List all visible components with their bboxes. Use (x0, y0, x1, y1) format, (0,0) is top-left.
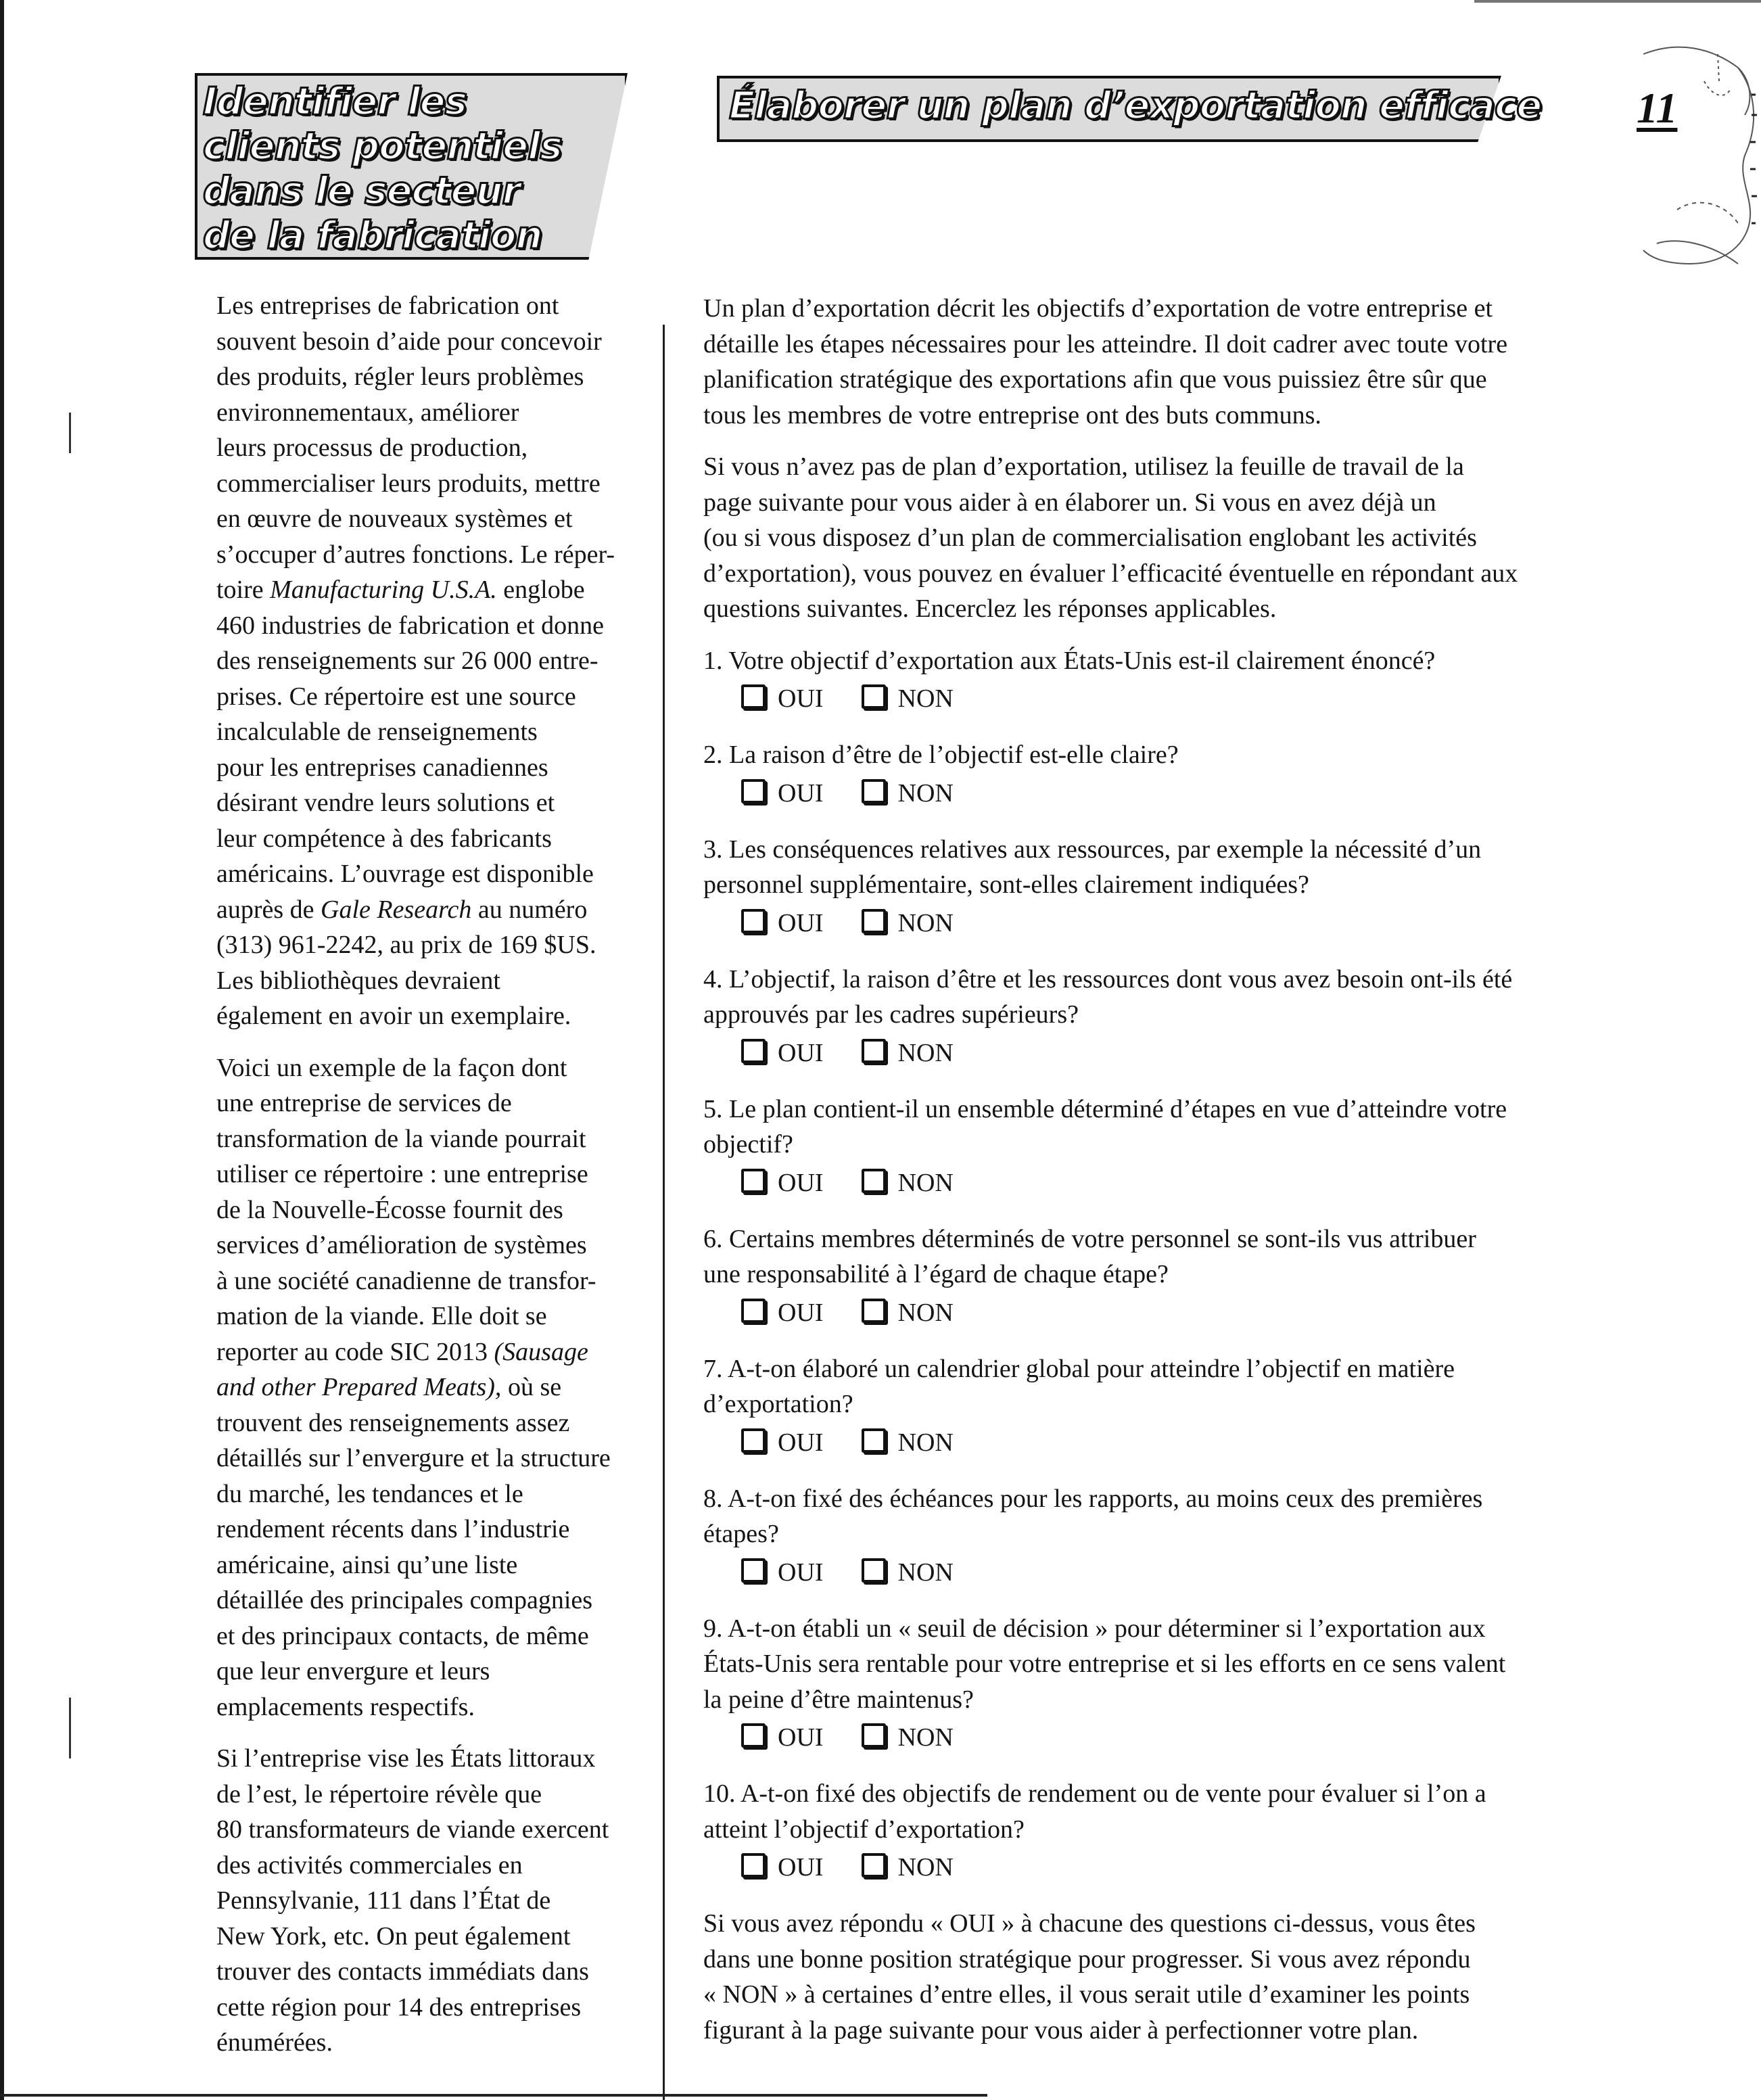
question-text: 6. Certains membres déterminés de votre personnel se sont-ils vus attribuer (703, 1224, 1476, 1253)
checkbox-icon[interactable] (741, 1299, 766, 1323)
text-line: que leur envergure et leurs (216, 1657, 490, 1685)
left-paragraph-2 (216, 1050, 649, 1725)
option-yes[interactable] (741, 1717, 824, 1758)
text-line (216, 572, 649, 608)
checkbox-icon[interactable] (741, 1853, 766, 1877)
option-label: NON (897, 1428, 954, 1457)
text-span: où se (501, 1373, 562, 1401)
question-text: une responsabilité à l’égard de chaque étape? (703, 1260, 1169, 1288)
publisher-name: Gale Research (321, 895, 472, 924)
decorative-sketch-icon (1637, 41, 1761, 284)
answer-options (703, 678, 1616, 719)
text-line: de l’est, le répertoire révèle que (216, 1779, 542, 1809)
text-span: toire (216, 576, 271, 604)
option-yes[interactable] (741, 1847, 824, 1888)
question-item (703, 1351, 1616, 1463)
sic-category: and other Prepared Meats), (216, 1373, 502, 1401)
question-text: 9. A-t-on établi un « seuil de décision » pour déterminer si l’exportation aux (703, 1614, 1486, 1643)
text-line: désirant vendre leurs solutions et (216, 789, 555, 817)
text-line: 460 industries de fabrication et donne (216, 611, 605, 640)
bottom-rule (0, 2094, 987, 2097)
option-no[interactable] (862, 773, 954, 814)
text-line: tous les membres de votre entreprise ont des buts communs. (703, 400, 1321, 429)
option-yes[interactable] (741, 773, 824, 814)
text-line: une entreprise de services de (216, 1089, 512, 1117)
text-line: détaillée des principales compagnies (216, 1586, 593, 1614)
text-line: s’occuper d’autres fonctions. Le réper- (216, 540, 615, 569)
option-label: OUI (778, 778, 824, 808)
option-no[interactable] (862, 1292, 954, 1333)
question-text: États-Unis sera rentable pour votre entreprise et si les efforts en ce sens valent (703, 1650, 1506, 1678)
left-banner-line: de la fabrication (203, 214, 542, 258)
answer-options (703, 1717, 1616, 1758)
option-yes[interactable] (741, 1422, 824, 1463)
text-line: de la Nouvelle-Écosse fournit des (216, 1195, 563, 1224)
page-left-edge (0, 0, 4, 2100)
option-yes[interactable] (741, 1163, 824, 1203)
option-label: NON (897, 778, 954, 808)
question-item (703, 832, 1616, 943)
text-line: du marché, les tendances et le (216, 1479, 523, 1508)
left-banner-title (203, 80, 582, 258)
option-label: NON (897, 1038, 954, 1067)
text-span: englobe (496, 576, 585, 604)
question-text: approuvés par les cadres supérieurs? (703, 1000, 1079, 1029)
answer-options (703, 1163, 1616, 1203)
option-no[interactable] (862, 678, 954, 719)
text-line: Un plan d’exportation décrit les objectifs d’exportation de votre entreprise et (703, 294, 1493, 323)
checkbox-icon[interactable] (862, 909, 886, 933)
option-no[interactable] (862, 903, 954, 943)
text-line: cette région pour 14 des entreprises (216, 1992, 582, 2022)
option-label: OUI (778, 1558, 824, 1587)
page-number: 11 (1637, 84, 1678, 132)
text-line: des produits, régler leurs problèmes (216, 363, 584, 391)
option-label: NON (897, 684, 954, 713)
option-yes[interactable] (741, 903, 824, 943)
answer-options (703, 1033, 1616, 1073)
text-line: d’exportation), vous pouvez en évaluer l’efficacité éventuelle en répondant aux (703, 559, 1518, 588)
checkbox-icon[interactable] (862, 1039, 886, 1063)
right-column (703, 291, 1616, 2064)
option-label: NON (897, 1558, 954, 1587)
option-yes[interactable] (741, 1033, 824, 1073)
question-text: étapes? (703, 1520, 779, 1548)
option-label: OUI (778, 1038, 824, 1067)
question-text: la peine d’être maintenus? (703, 1685, 974, 1714)
text-line: leur compétence à des fabricants (216, 824, 552, 853)
intro-paragraph-2 (703, 449, 1616, 627)
text-span: auprès de (216, 895, 321, 924)
text-span: au numéro (471, 895, 588, 924)
checkbox-icon[interactable] (862, 1428, 886, 1453)
option-label: OUI (778, 1298, 824, 1327)
conclusion-paragraph (703, 1906, 1616, 2048)
option-no[interactable] (862, 1717, 954, 1758)
question-item (703, 1611, 1616, 1758)
text-line: Voici un exemple de la façon dont (216, 1053, 567, 1082)
text-line: (313) 961-2242, au prix de 169 $US. (216, 931, 596, 959)
checkbox-icon[interactable] (862, 1169, 886, 1193)
option-label: NON (897, 1723, 954, 1752)
text-line (216, 1334, 649, 1370)
text-line: Si vous avez répondu « OUI » à chacune des questions ci-dessus, vous êtes (703, 1909, 1476, 1938)
text-line: Si l’entreprise vise les États littoraux (216, 1744, 596, 1773)
text-line: emplacements respectifs. (216, 1692, 475, 1721)
column-divider (663, 325, 665, 2100)
checkbox-icon[interactable] (741, 779, 766, 803)
text-line: en œuvre de nouveaux systèmes et (216, 505, 573, 533)
text-line: planification stratégique des exportations afin que vous puissiez être sûr que (703, 365, 1487, 394)
text-line: leurs processus de production, (216, 434, 528, 462)
checkbox-icon[interactable] (862, 1723, 886, 1748)
question-text: personnel supplémentaire, sont-elles clairement indiquées? (703, 870, 1309, 899)
text-line: 80 transformateurs de viande exercent (216, 1815, 609, 1844)
checkbox-icon[interactable] (862, 779, 886, 803)
checkbox-icon[interactable] (862, 1299, 886, 1323)
question-item (703, 1221, 1616, 1333)
text-line: mation de la viande. Elle doit se (216, 1302, 547, 1330)
answer-options (703, 903, 1616, 943)
text-line: (ou si vous disposez d’un plan de commercialisation englobant les activités (703, 523, 1477, 552)
left-paragraph-1 (216, 288, 649, 1034)
text-line: américaine, ainsi qu’une liste (216, 1550, 518, 1579)
question-item (703, 962, 1616, 1073)
text-line: figurant à la page suivante pour vous aider à perfectionner votre plan. (703, 2015, 1419, 2045)
sic-category: (Sausage (494, 1337, 588, 1366)
question-item (703, 1481, 1616, 1593)
option-label: NON (897, 1168, 954, 1197)
option-no[interactable] (862, 1847, 954, 1888)
text-line: des renseignements sur 26 000 entre- (216, 647, 598, 675)
text-line: et des principaux contacts, de même (216, 1621, 589, 1650)
question-text: 4. L’objectif, la raison d’être et les ressources dont vous avez besoin ont-ils été (703, 964, 1513, 994)
text-line: page suivante pour vous aider à en élaborer un. Si vous en avez déjà un (703, 488, 1436, 517)
text-line: prises. Ce répertoire est une source (216, 682, 576, 711)
checkbox-icon[interactable] (741, 1723, 766, 1748)
checkbox-icon[interactable] (862, 1853, 886, 1877)
text-line: souvent besoin d’aide pour concevoir (216, 327, 602, 356)
option-label: NON (897, 1853, 954, 1882)
answer-options (703, 1422, 1616, 1463)
text-line: incalculable de renseignements (216, 718, 538, 746)
option-label: OUI (778, 908, 824, 937)
text-line: à une société canadienne de transfor- (216, 1266, 596, 1295)
answer-options (703, 1292, 1616, 1333)
left-banner-line: clients potentiels (203, 124, 562, 168)
checkbox-icon[interactable] (741, 909, 766, 933)
text-line: services d’amélioration de systèmes (216, 1231, 587, 1259)
text-line: New York, etc. On peut également (216, 1921, 571, 1951)
text-line: également en avoir un exemplaire. (216, 1002, 571, 1030)
left-column (216, 288, 649, 2077)
text-line: Si vous n’avez pas de plan d’exportation, utilisez la feuille de travail de la (703, 452, 1464, 481)
right-banner-title: Élaborer un plan d’exportation efficace (729, 84, 1542, 128)
text-line: rendement récents dans l’industrie (216, 1515, 570, 1543)
text-line: trouver des contacts immédiats dans (216, 1957, 589, 1986)
option-yes[interactable] (741, 1552, 824, 1593)
checkbox-icon[interactable] (862, 684, 886, 709)
option-yes[interactable] (741, 1292, 824, 1333)
text-line: environnementaux, améliorer (216, 398, 519, 427)
intro-paragraph-1 (703, 291, 1616, 433)
question-item (703, 737, 1616, 814)
option-label: NON (897, 908, 954, 937)
question-text: 8. A-t-on fixé des échéances pour les rapports, au moins ceux des premières (703, 1484, 1483, 1513)
question-item (703, 643, 1616, 720)
left-banner-line: Identifier les (203, 80, 467, 124)
text-line: Pennsylvanie, 111 dans l’État de (216, 1886, 551, 1915)
text-line: détaille les étapes nécessaires pour les atteindre. Il doit cadrer avec toute votre (703, 329, 1508, 358)
answer-options (703, 1552, 1616, 1593)
text-line: pour les entreprises canadiennes (216, 753, 548, 782)
option-label: NON (897, 1298, 954, 1327)
text-line: « NON » à certaines d’entre elles, il vous serait utile d’examiner les points (703, 1980, 1470, 2009)
answer-options (703, 773, 1616, 814)
text-line: américains. L’ouvrage est disponible (216, 860, 594, 888)
text-line: Les entreprises de fabrication ont (216, 291, 559, 320)
option-label: OUI (778, 1723, 824, 1752)
question-item (703, 1776, 1616, 1888)
option-yes[interactable] (741, 678, 824, 719)
checkbox-icon[interactable] (741, 1169, 766, 1193)
option-label: OUI (778, 1853, 824, 1882)
checkbox-icon[interactable] (741, 1558, 766, 1583)
question-text: 3. Les conséquences relatives aux ressources, par exemple la nécessité d’un (703, 835, 1482, 864)
option-no[interactable] (862, 1033, 954, 1073)
question-text: 5. Le plan contient-il un ensemble déterminé d’étapes en vue d’atteindre votre (703, 1094, 1507, 1123)
question-text: d’exportation? (703, 1390, 853, 1418)
text-line: dans une bonne position stratégique pour progresser. Si vous avez répondu (703, 1944, 1471, 1974)
option-no[interactable] (862, 1552, 954, 1593)
answer-options (703, 1847, 1616, 1888)
text-line: des activités commerciales en (216, 1850, 523, 1880)
checkbox-icon[interactable] (862, 1558, 886, 1583)
text-line (216, 1370, 649, 1405)
checkbox-icon[interactable] (741, 1428, 766, 1453)
question-list (703, 643, 1616, 1888)
text-line: utiliser ce répertoire : une entreprise (216, 1160, 588, 1188)
question-text: 2. La raison d’être de l’objectif est-elle claire? (703, 741, 1179, 769)
text-line: transformation de la viande pourrait (216, 1124, 586, 1153)
question-text: 7. A-t-on élaboré un calendrier global pour atteindre l’objectif en matière (703, 1354, 1455, 1383)
text-line: Les bibliothèques devraient (216, 966, 500, 995)
option-label: OUI (778, 684, 824, 713)
directory-title: Manufacturing U.S.A. (270, 576, 497, 604)
question-text: 1. Votre objectif d’exportation aux États-Unis est-il clairement énoncé? (703, 646, 1436, 675)
option-no[interactable] (862, 1163, 954, 1203)
question-text: objectif? (703, 1130, 793, 1159)
text-line: détaillés sur l’envergure et la structure (216, 1444, 611, 1472)
text-line (216, 892, 649, 928)
left-paragraph-3 (216, 1741, 649, 2061)
option-no[interactable] (862, 1422, 954, 1463)
option-label: OUI (778, 1168, 824, 1197)
question-item (703, 1092, 1616, 1203)
top-rule (1474, 0, 1761, 3)
checkbox-icon[interactable] (741, 1039, 766, 1063)
question-text: 10. A-t-on fixé des objectifs de rendement ou de vente pour évaluer si l’on a (703, 1779, 1486, 1808)
text-line: commercialiser leurs produits, mettre (216, 469, 601, 498)
left-banner-line: dans le secteur (203, 169, 520, 213)
question-text: atteint l’objectif d’exportation? (703, 1815, 1025, 1844)
option-label: OUI (778, 1428, 824, 1457)
text-line: trouvent des renseignements assez (216, 1408, 570, 1437)
text-line: questions suivantes. Encerclez les réponses applicables. (703, 594, 1277, 623)
text-line: énumérées. (216, 2028, 333, 2057)
checkbox-icon[interactable] (741, 684, 766, 709)
text-span: reporter au code SIC 2013 (216, 1337, 494, 1366)
